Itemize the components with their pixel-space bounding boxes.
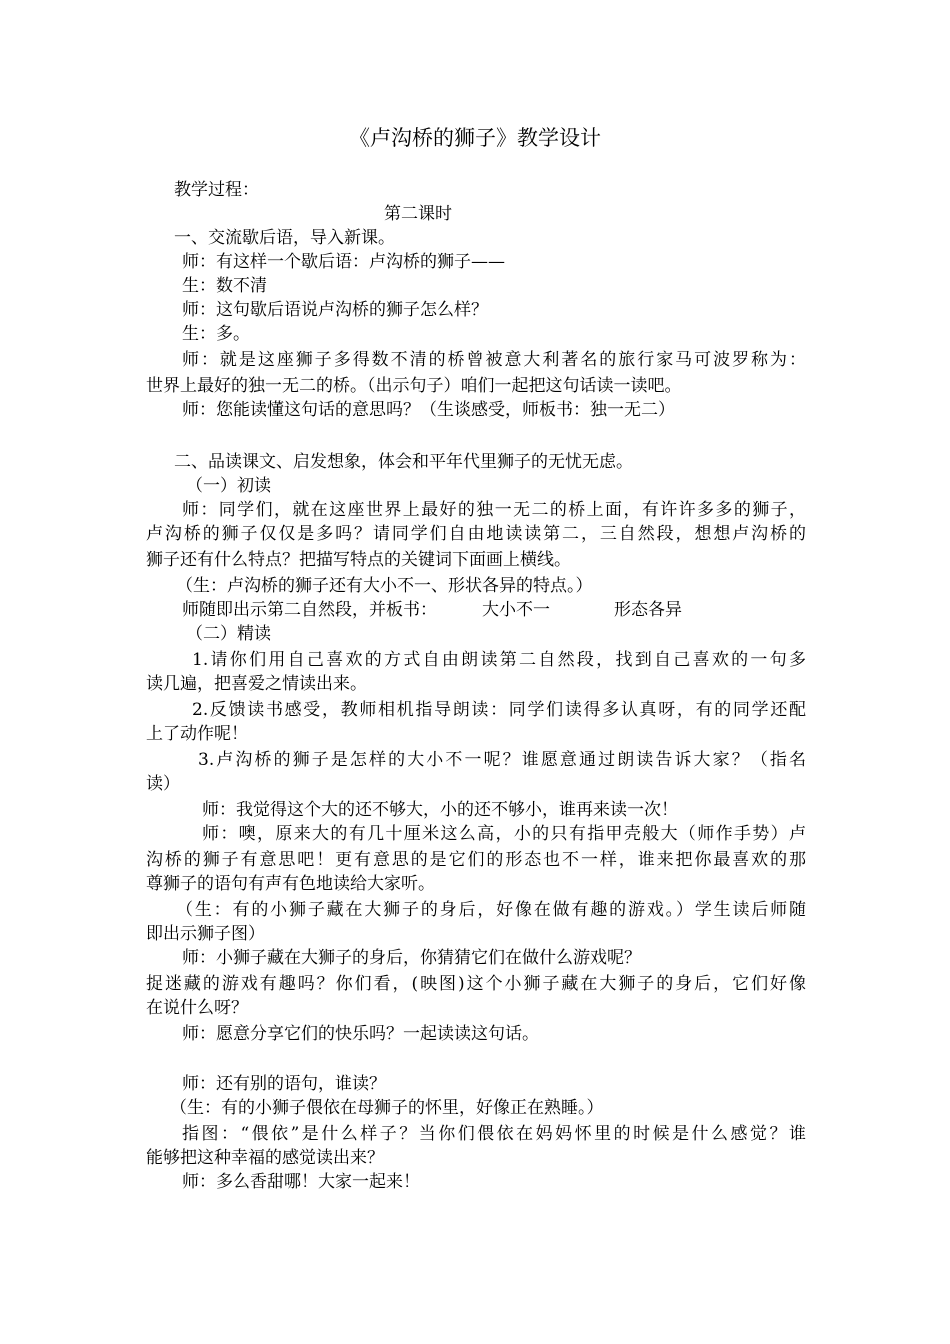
board-note: 大小不一 xyxy=(482,600,550,620)
board-note: 形态各异 xyxy=(614,600,682,620)
paragraph-line: 尊狮子的语句有声有色地读给大家听。 xyxy=(146,874,435,894)
paragraph-line: （生：有的小狮子偎依在母狮子的怀里，好像正在熟睡。） xyxy=(170,1098,604,1118)
paragraph-line: 卢沟桥的狮子仅仅是多吗？请同学们自由地读读第二，三自然段，想想卢沟桥的 xyxy=(146,524,806,544)
section-heading-2: 二、品读课文、启发想象，体会和平年代里狮子的无忧无虑。 xyxy=(174,452,633,472)
paragraph-line: （生：卢沟桥的狮子还有大小不一、形状各异的特点。） xyxy=(176,576,593,596)
paragraph-line: 在说什么呀？ xyxy=(146,998,248,1018)
subsection-heading: （一）初读 xyxy=(186,476,271,496)
paragraph-line: 师：有这样一个歇后语：卢沟桥的狮子—— xyxy=(182,252,505,272)
paragraph-line: 捉迷藏的游戏有趣吗？你们看，(映图)这个小狮子藏在大狮子的身后，它们好像 xyxy=(146,974,806,994)
paragraph-line: 师：还有别的语句，谁读？ xyxy=(182,1074,386,1094)
section-heading-1: 一、交流歇后语，导入新课。 xyxy=(174,228,395,248)
paragraph-line: 生：数不清 xyxy=(182,276,267,296)
subsection-heading: （二）精读 xyxy=(186,624,271,644)
paragraph-line: 师：我觉得这个大的还不够大，小的还不够小，谁再来读一次！ xyxy=(202,800,678,820)
paragraph-line: 1.请你们用自己喜欢的方式自由朗读第二自然段，找到自己喜欢的一句多 xyxy=(192,650,806,670)
paragraph-line: 3.卢沟桥的狮子是怎样的大小不一呢？谁愿意通过朗读告诉大家？（指名 xyxy=(198,750,806,770)
lesson-label: 第二课时 xyxy=(384,204,452,224)
paragraph-line: 师：这句歇后语说卢沟桥的狮子怎么样？ xyxy=(182,300,488,320)
paragraph-line: 师：同学们，就在这座世界上最好的独一无二的桥上面，有许许多多的狮子， xyxy=(182,500,806,520)
paragraph-line: 上了动作呢！ xyxy=(146,724,248,744)
paragraph-line: 能够把这种幸福的感觉读出来？ xyxy=(146,1148,384,1168)
paragraph-line: 师：就是这座狮子多得数不清的桥曾被意大利著名的旅行家马可波罗称为： xyxy=(182,350,806,370)
paragraph-line: 师：噢，原来大的有几十厘米这么高，小的只有指甲壳般大（师作手势）卢 xyxy=(202,824,806,844)
process-label: 教学过程： xyxy=(174,180,259,200)
paragraph-line: 读） xyxy=(146,774,180,794)
paragraph-line: （生：有的小狮子藏在大狮子的身后，好像在做有趣的游戏。）学生读后师随 xyxy=(176,900,806,920)
paragraph-line: 师：您能读懂这句话的意思吗？（生谈感受，师板书：独一无二） xyxy=(182,400,675,420)
paragraph-line: 师：小狮子藏在大狮子的身后，你猜猜它们在做什么游戏呢？ xyxy=(182,948,641,968)
paragraph-line: 师：多么香甜哪！大家一起来！ xyxy=(182,1172,420,1192)
paragraph-line: 沟桥的狮子有意思吧！更有意思的是它们的形态也不一样，谁来把你最喜欢的那 xyxy=(146,850,806,870)
paragraph-line: 狮子还有什么特点？把描写特点的关键词下面画上横线。 xyxy=(146,550,571,570)
paragraph-line: 指图：“偎依”是什么样子？当你们偎依在妈妈怀里的时候是什么感觉？谁 xyxy=(182,1124,806,1144)
paragraph-line: 生：多。 xyxy=(182,324,250,344)
paragraph-line: 师随即出示第二自然段，并板书： xyxy=(182,600,437,620)
paragraph-line: 即出示狮子图） xyxy=(146,924,265,944)
paragraph-line: 2.反馈读书感受，教师相机指导朗读：同学们读得多认真呀，有的同学还配 xyxy=(192,700,806,720)
paragraph-line: 读几遍，把喜爱之情读出来。 xyxy=(146,674,367,694)
paragraph-line: 师：愿意分享它们的快乐吗？一起读读这句话。 xyxy=(182,1024,539,1044)
paragraph-line: 世界上最好的独一无二的桥。（出示句子）咱们一起把这句话读一读吧。 xyxy=(146,376,682,396)
document-title: 《卢沟桥的狮子》教学设计 xyxy=(349,126,601,150)
